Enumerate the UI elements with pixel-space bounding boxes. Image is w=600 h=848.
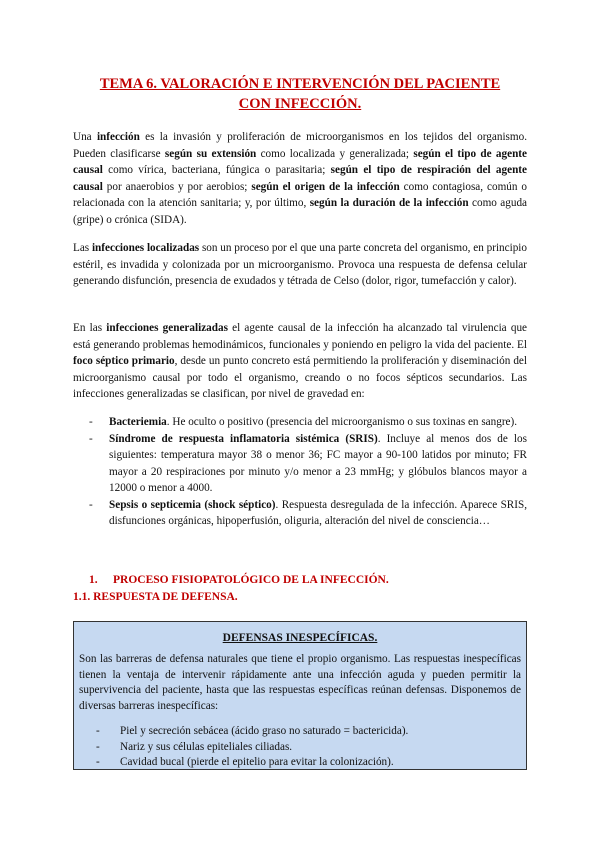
paragraph-definition xyxy=(73,129,527,229)
title-line-2: CON INFECCIÓN. xyxy=(238,96,362,112)
section-heading xyxy=(73,572,389,588)
bold-term: según su extensión xyxy=(164,147,257,160)
text-run: En las xyxy=(73,322,107,334)
text-run: por anaerobios y por aerobios; xyxy=(102,180,252,193)
section-title: PROCESO FISIOPATOLÓGICO DE LA INFECCIÓN. xyxy=(113,574,389,586)
dash-marker: - xyxy=(89,416,93,428)
dash-marker: - xyxy=(96,725,100,737)
bold-term: según el origen de la infección xyxy=(251,180,400,193)
text-run: como vírica, bacteriana, fúngica o parasitaria; xyxy=(102,164,331,177)
text-run: Una xyxy=(73,131,97,143)
bold-term: infección xyxy=(96,131,140,143)
list-item-text: Cavidad bucal (pierde el epitelio para evitar la colonización). xyxy=(120,756,394,768)
title-line-1: TEMA 6. VALORACIÓN E INTERVENCIÓN DEL PACIENTE xyxy=(99,76,501,92)
info-box xyxy=(73,621,527,770)
text-run: , desde un punto concreto está permitiendo la proliferación y diseminación del microorganismo causal por todo el organismo, creando o no focos sépticos secundarios. Las infecciones generalizadas se clasifican, por nivel de gravedad en: xyxy=(73,355,527,401)
list-item xyxy=(73,497,527,529)
text-run: como localizada y generalizada; xyxy=(256,147,414,160)
subsection-heading: 1.1. RESPUESTA DE DEFENSA. xyxy=(73,591,238,603)
severity-list xyxy=(73,414,527,530)
list-item xyxy=(73,431,527,496)
barrier-list xyxy=(74,724,526,771)
box-title: DEFENSAS INESPECÍFICAS. xyxy=(222,632,378,644)
list-item xyxy=(74,740,526,756)
list-item-text: Nariz y sus células epiteliales ciliadas. xyxy=(120,740,293,753)
dash-marker: - xyxy=(89,433,93,446)
text-run: es la invasión y proliferación de microorganismos en los tejidos del organismo. Pueden clasificarse xyxy=(73,131,527,160)
dash-marker: - xyxy=(96,740,100,753)
text-run: . He oculto o positivo (presencia del microorganismo o sus toxinas en sangre). xyxy=(166,416,518,428)
bold-term: infecciones generalizadas xyxy=(106,322,228,334)
text-run: son un proceso por el que una parte concreta del organismo, en principio estéril, es invadida y colonizada por un microorganismo. Provoca una respuesta de defensa celular generando disfunción, presencia de exudados y tétrada de Celso (dolor, rigor, tumefacción y calor). xyxy=(73,242,528,288)
paragraph-generalized xyxy=(73,320,527,403)
section-number: 1. xyxy=(89,574,98,586)
box-paragraph: Son las barreras de defensa naturales que tiene el propio organismo. Las respuestas inespecíficas tienen la ventaja de intervenir rápidamente ante una infección aguda y pueden permitir la supervivencia del paciente, hasta que las respuestas específicas reúnan defensas. Disponemos de diversas barreras inespecíficas: xyxy=(79,653,521,712)
text-run: . Respuesta desregulada de la infección. Aparece SRIS, disfunciones orgánicas, hipoperfusión, oliguria, alteración del nivel de consciencia… xyxy=(109,499,527,528)
text-run: . Incluye al menos dos de los siguientes: temperatura mayor 38 o menor 36; FC mayor a 90-100 latidos por minuto; FR mayor a 20 respiraciones por minuto y/o menor a 23 mmHg; y glóbulos blancos mayor a 12000 o menor a 4000. xyxy=(109,433,527,494)
text-run: como contagiosa, común o relacionada con la atención sanitaria; y, por último, xyxy=(73,180,527,210)
list-item-text: Piel y secreción sebácea (ácido graso no saturado = bactericida). xyxy=(120,725,409,737)
text-run: Las xyxy=(73,242,92,254)
bold-term: Bacteriemia xyxy=(109,416,167,428)
bold-term: infecciones localizadas xyxy=(91,242,200,254)
bold-term: foco séptico primario xyxy=(73,355,175,368)
bold-term: según el tipo de respiración del agente causal xyxy=(73,164,527,193)
bold-term: según el tipo de agente causal xyxy=(73,147,527,177)
page-title xyxy=(60,74,540,114)
bold-term: Síndrome de respuesta inflamatoria sistémica (SRIS) xyxy=(109,433,378,446)
paragraph-localized xyxy=(73,240,527,290)
list-item xyxy=(74,724,526,740)
dash-marker: - xyxy=(89,499,93,512)
list-item xyxy=(73,414,527,430)
text-run: como aguda (gripe) o crónica (SIDA). xyxy=(73,197,528,226)
bold-term: según la duración de la infección xyxy=(309,197,469,210)
text-run: el agente causal de la infección ha alcanzado tal virulencia que está generando problemas hemodinámicos, funcionales y poniendo en peligro la vida del paciente. El xyxy=(73,322,528,351)
dash-marker: - xyxy=(96,756,100,768)
bold-term: Sepsis o septicemia (shock séptico) xyxy=(109,499,276,512)
list-item xyxy=(74,755,526,771)
